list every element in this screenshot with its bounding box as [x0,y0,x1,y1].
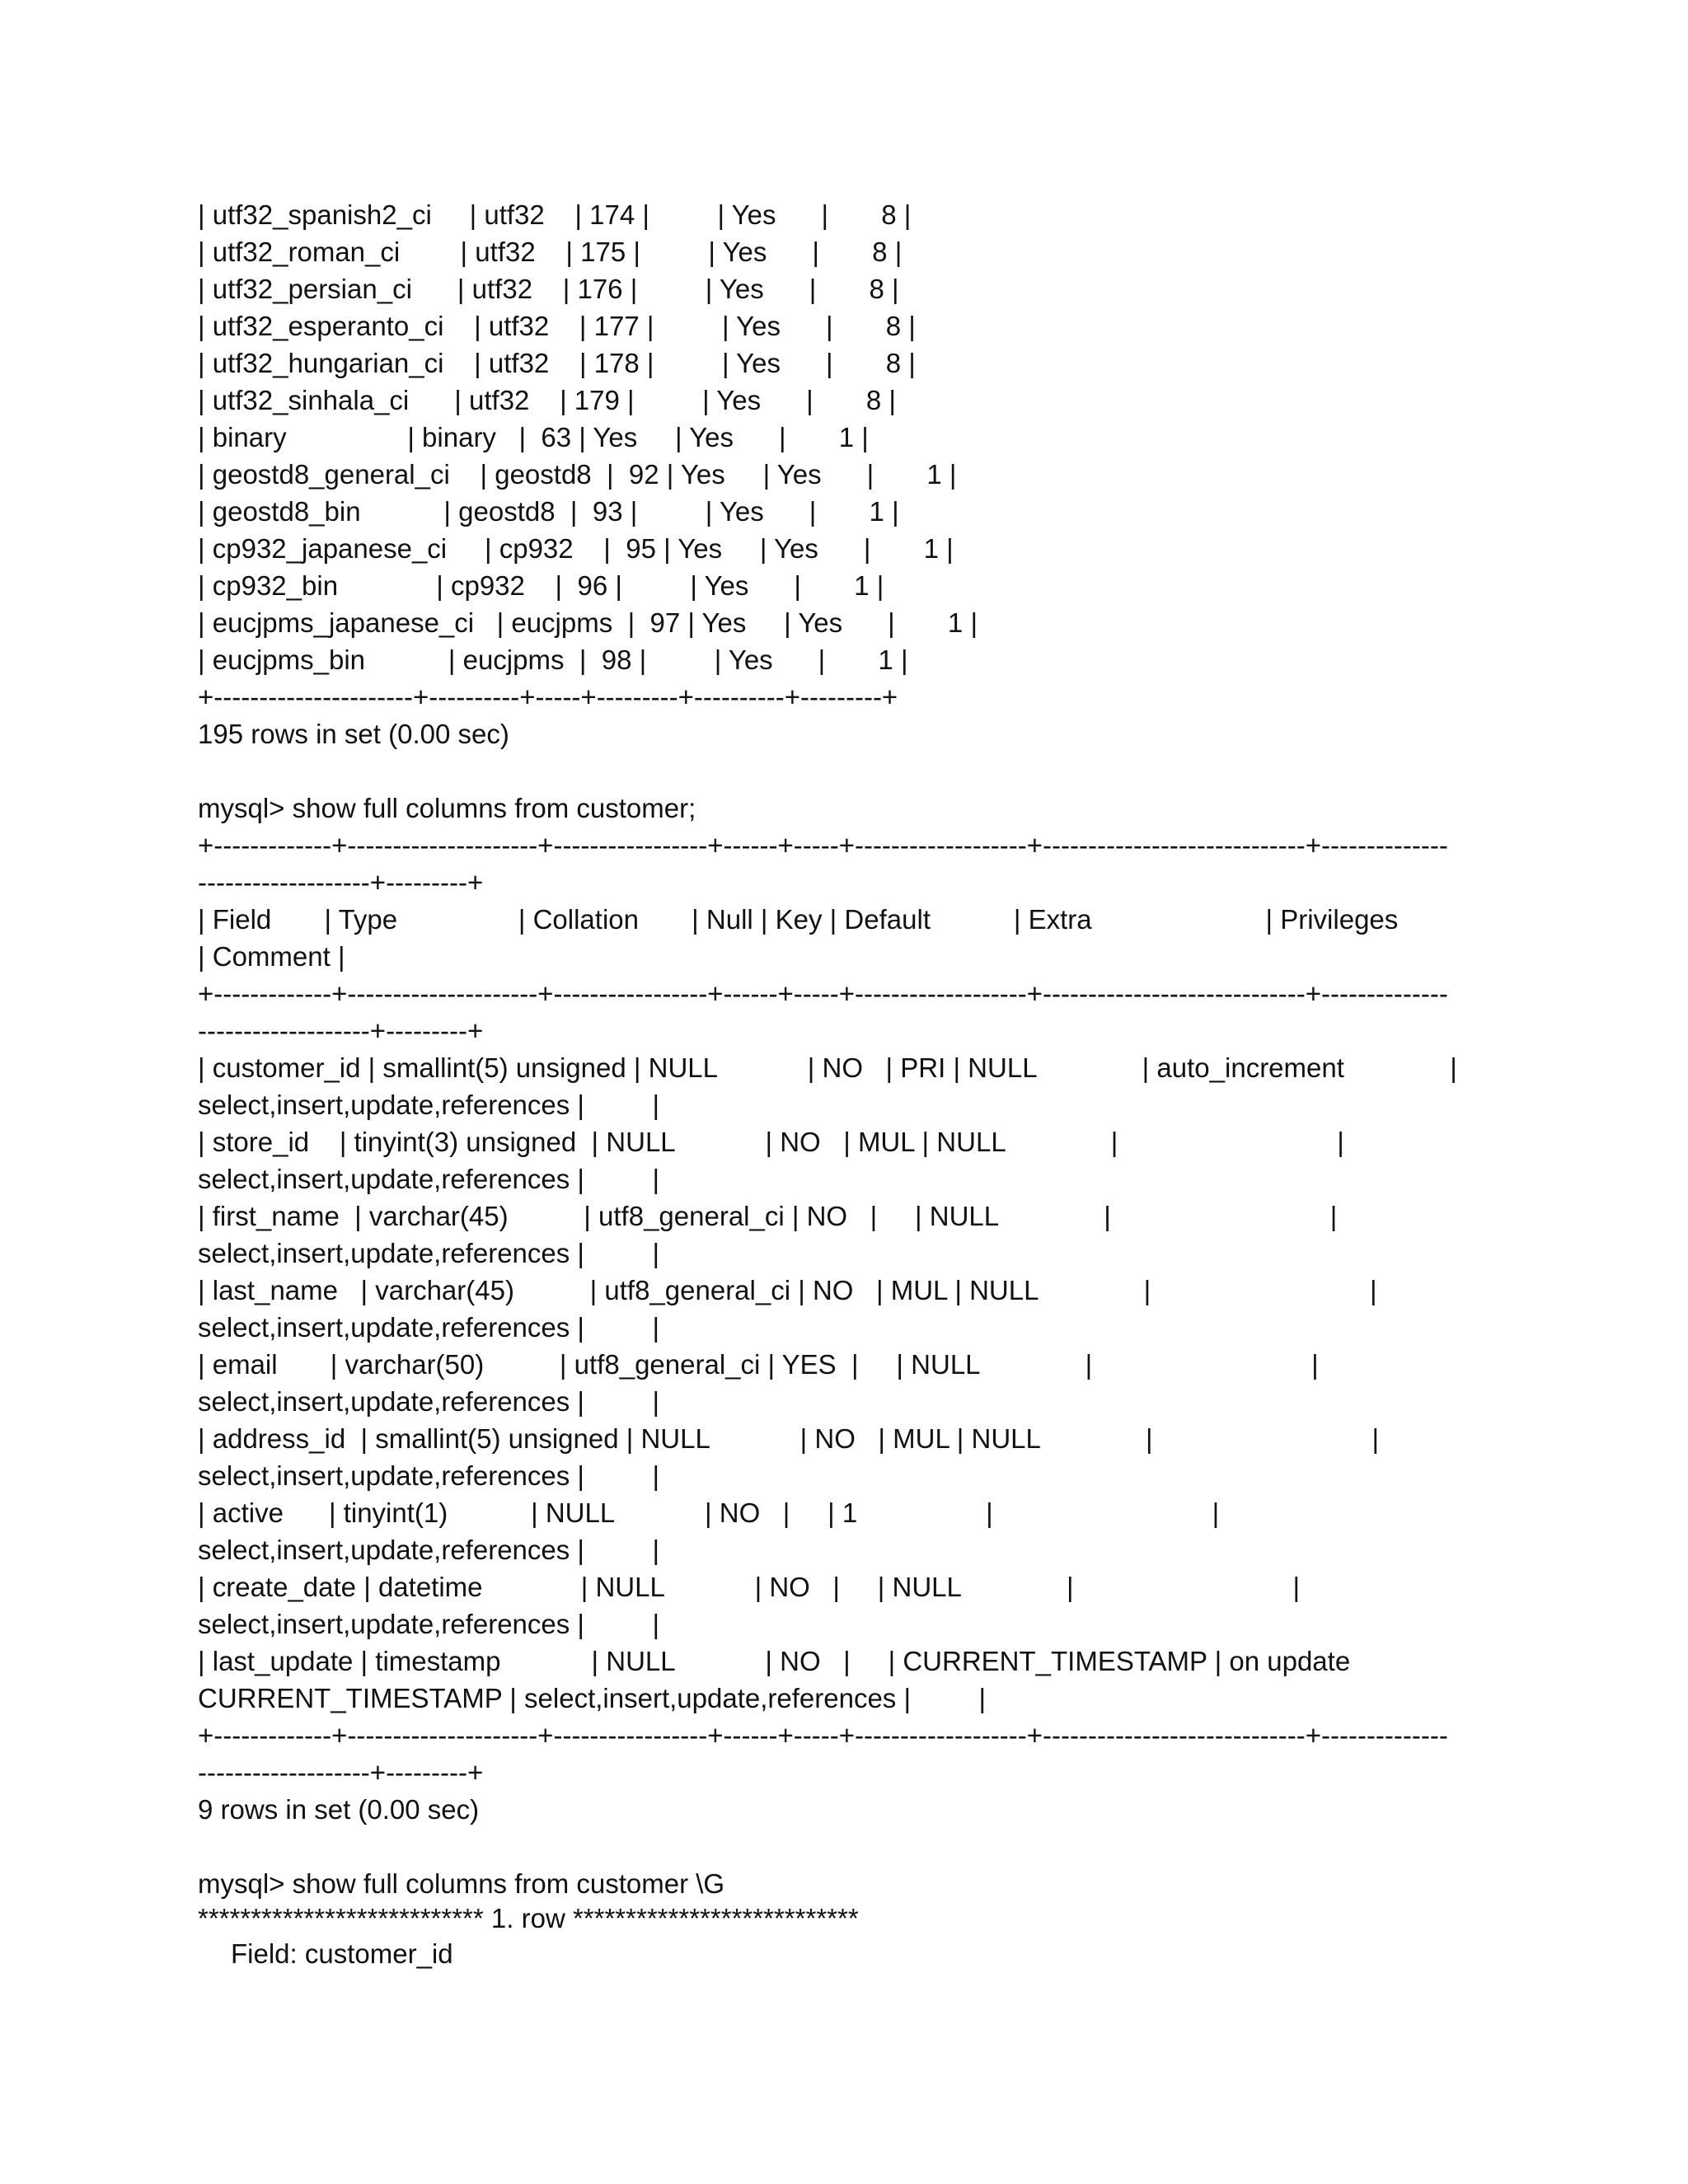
document-page [198,196,1492,1972]
table-row-wrap: select,insert,update,references | | [198,1238,660,1268]
collation-row: | utf32_persian_ci | utf32 | 176 | | Yes | 8 | [198,274,899,304]
columns-summary: 9 rows in set (0.00 sec) [198,1794,480,1825]
collation-row: | eucjpms_bin | eucjpms | 98 | | Yes | 1 | [198,644,908,675]
collation-row: | cp932_bin | cp932 | 96 | | Yes | 1 | [198,570,884,601]
columns-table-border: +-------------+---------------------+-----------------+------+-----+-------------------+-----------------------------+-------------- [198,1720,1448,1750]
columns-table-border-wrap: -------------------+---------+ [198,1015,484,1046]
table-row: | address_id | smallint(5) unsigned | NULL | NO | MUL | NULL | | [198,1423,1380,1454]
collation-summary: 195 rows in set (0.00 sec) [198,719,509,749]
field-line: Field: customer_id [231,1938,453,1969]
collation-table-border: +----------------------+----------+-----+---------+----------+---------+ [198,682,898,712]
table-row: | last_update | timestamp | NULL | NO | | CURRENT_TIMESTAMP | on update [198,1646,1351,1676]
spacer [198,752,1492,790]
table-row-wrap: select,insert,update,references | | [198,1312,660,1343]
table-row: | store_id | tinyint(3) unsigned | NULL | NO | MUL | NULL | | [198,1127,1344,1157]
collation-row: | utf32_esperanto_ci | utf32 | 177 | | Yes | 8 | [198,311,916,341]
table-row-wrap: select,insert,update,references | | [198,1609,660,1639]
table-row: | first_name | varchar(45) | utf8_general_ci | NO | | NULL | | [198,1201,1338,1231]
collation-row: | utf32_roman_ci | utf32 | 175 | | Yes | 8 | [198,237,903,267]
collation-row: | geostd8_bin | geostd8 | 93 | | Yes | 1 | [198,496,899,527]
query-show-full-columns: mysql> show full columns from customer; [198,793,696,823]
collation-row: | cp932_japanese_ci | cp932 | 95 | Yes | Yes | 1 | [198,533,954,564]
table-row: | create_date | datetime | NULL | NO | | NULL | | [198,1572,1301,1602]
row-marker [198,1902,1492,1935]
table-row: | email | varchar(50) | utf8_general_ci | YES | | NULL | | [198,1349,1319,1380]
table-row: | active | tinyint(1) | NULL | NO | | 1 | | [198,1497,1220,1528]
collation-row: | eucjpms_japanese_ci | eucjpms | 97 | Yes | Yes | 1 | [198,607,978,638]
table-row-wrap: select,insert,update,references | | [198,1460,660,1491]
spacer [198,1828,1492,1865]
columns-table-header-wrap: | Comment | [198,941,345,972]
query-show-full-columns-vertical: mysql> show full columns from customer \G [198,1868,725,1899]
collation-row: | geostd8_general_ci | geostd8 | 92 | Yes | Yes | 1 | [198,459,957,490]
columns-table-header: | Field | Type | Collation | Null | Key | Default | Extra | Privileges [198,904,1399,935]
columns-table [198,827,1492,1791]
row-marker-text: *************************** 1. row *************************** [198,1903,859,1933]
collation-row: | binary | binary | 63 | Yes | Yes | 1 | [198,422,869,452]
columns-table-border: +-------------+---------------------+-----------------+------+-----+-------------------+-----------------------------+-------------- [198,978,1448,1009]
table-row-wrap: select,insert,update,references | | [198,1386,660,1417]
collation-row: | utf32_sinhala_ci | utf32 | 179 | | Yes | 8 | [198,385,896,415]
columns-table-border-wrap: -------------------+---------+ [198,1757,484,1788]
table-row: | last_name | varchar(45) | utf8_general_ci | NO | MUL | NULL | | [198,1275,1377,1305]
table-row: | customer_id | smallint(5) unsigned | NULL | NO | PRI | NULL | auto_increment | [198,1052,1457,1083]
table-row-wrap: select,insert,update,references | | [198,1164,660,1194]
table-row-wrap: select,insert,update,references | | [198,1535,660,1565]
table-row-wrap: select,insert,update,references | | [198,1090,660,1120]
collation-row: | utf32_spanish2_ci | utf32 | 174 | | Yes | 8 | [198,199,912,230]
table-row-wrap: CURRENT_TIMESTAMP | select,insert,update,references | | [198,1683,987,1713]
collation-row: | utf32_hungarian_ci | utf32 | 178 | | Yes | 8 | [198,348,916,378]
collation-table [198,196,1492,715]
columns-table-border-wrap: -------------------+---------+ [198,867,484,898]
columns-table-border: +-------------+---------------------+-----------------+------+-----+-------------------+-----------------------------+-------------- [198,830,1448,860]
